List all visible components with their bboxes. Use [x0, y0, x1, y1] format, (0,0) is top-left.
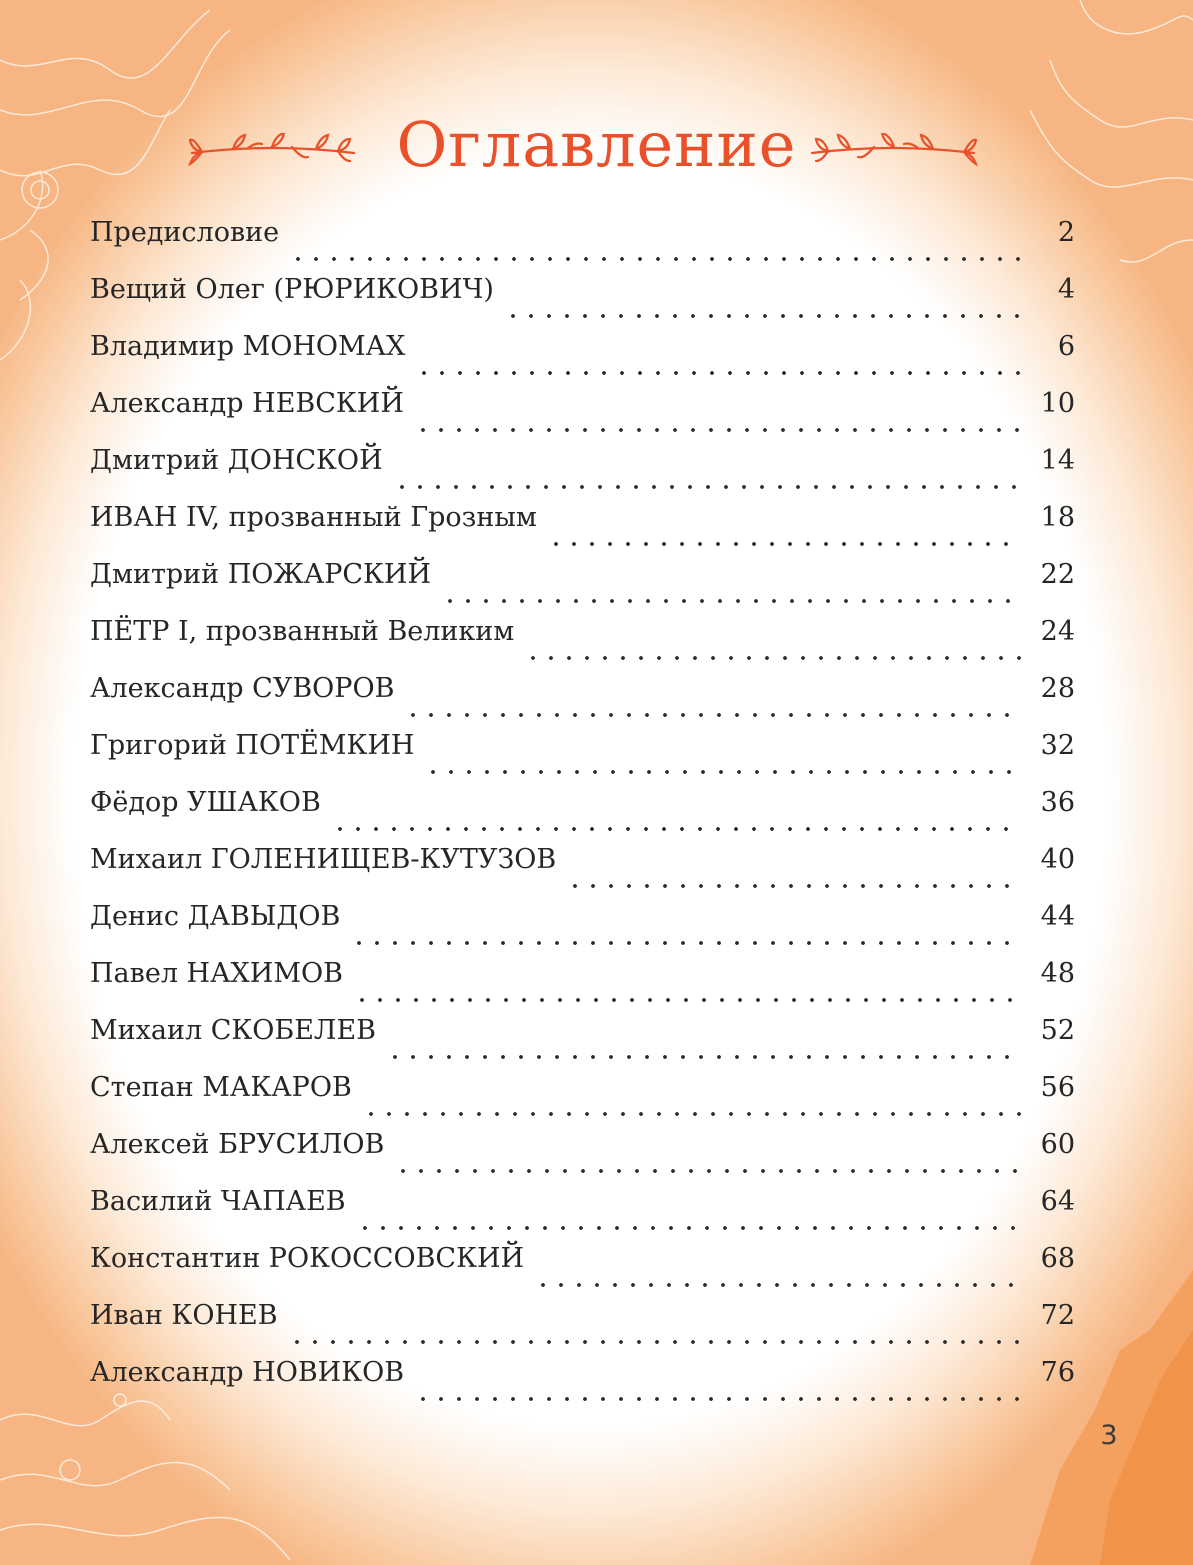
dot-leader [424, 770, 1021, 774]
toc-entry-page: 52 [1040, 1015, 1075, 1046]
toc-entry-title: Константин РОКОССОВСКИЙ [90, 1243, 525, 1274]
toc-entry-title: Дмитрий ПОЖАРСКИЙ [90, 559, 432, 590]
toc-entry-title: Павел НАХИМОВ [90, 958, 343, 989]
dot-leader [289, 257, 1021, 261]
toc-entry-page: 40 [1040, 844, 1075, 875]
toc-entry-page: 14 [1040, 445, 1075, 476]
title-row [0, 105, 1193, 195]
dot-leader [362, 1112, 1021, 1116]
dot-leader [394, 1169, 1021, 1173]
toc-entry-page: 6 [1057, 331, 1075, 362]
toc-entry-title: ИВАН IV, прозванный Грозным [90, 502, 537, 533]
toc-entry-title: Александр НЕВСКИЙ [90, 388, 404, 419]
toc-row[interactable] [90, 1186, 1075, 1243]
toc-row[interactable] [90, 1072, 1075, 1129]
toc-entry-page: 60 [1040, 1129, 1075, 1160]
dot-leader [414, 428, 1021, 432]
leaf-branch-ornament-icon [808, 133, 978, 167]
toc-row[interactable] [90, 1243, 1075, 1300]
toc-entry-title: Вещий Олег (РЮРИКОВИЧ) [90, 274, 494, 305]
toc-entry-page: 10 [1040, 388, 1075, 419]
toc-entry-title: Денис ДАВЫДОВ [90, 901, 341, 932]
toc-row[interactable] [90, 217, 1075, 274]
dot-leader [393, 485, 1021, 489]
toc-row[interactable] [90, 1015, 1075, 1072]
toc-entry-title: Александр НОВИКОВ [90, 1357, 405, 1388]
toc-row[interactable] [90, 331, 1075, 388]
dot-leader [534, 1283, 1021, 1287]
toc-entry-page: 72 [1040, 1300, 1075, 1331]
toc-row[interactable] [90, 673, 1075, 730]
toc-entry-page: 48 [1040, 958, 1075, 989]
toc-entry-title: Александр СУВОРОВ [90, 673, 395, 704]
toc-entry-title: Предисловие [90, 217, 280, 248]
toc-row[interactable] [90, 730, 1075, 787]
dot-leader [404, 713, 1021, 717]
toc-entry-title: Василий ЧАПАЕВ [90, 1186, 346, 1217]
toc-entry-title: Степан МАКАРОВ [90, 1072, 352, 1103]
dot-leader [386, 1055, 1021, 1059]
dot-leader [350, 941, 1021, 945]
dot-leader [356, 1226, 1021, 1230]
toc-entry-page: 76 [1040, 1357, 1075, 1388]
dot-leader [547, 542, 1021, 546]
toc-row[interactable] [90, 388, 1075, 445]
toc-row[interactable] [90, 616, 1075, 673]
toc-entry-title: Иван КОНЕВ [90, 1300, 278, 1331]
toc-row[interactable] [90, 901, 1075, 958]
toc-row[interactable] [90, 844, 1075, 901]
toc-entry-page: 56 [1040, 1072, 1075, 1103]
toc-entry-page: 2 [1057, 217, 1075, 248]
toc-entry-page: 28 [1040, 673, 1075, 704]
toc-entry-title: Владимир МОНОМАХ [90, 331, 406, 362]
toc-row[interactable] [90, 502, 1075, 559]
toc-entry-page: 32 [1040, 730, 1075, 761]
toc-entry-title: Фёдор УШАКОВ [90, 787, 321, 818]
toc-entry-page: 22 [1040, 559, 1075, 590]
dot-leader [288, 1340, 1021, 1344]
toc-row[interactable] [90, 1357, 1075, 1414]
dot-leader [524, 656, 1021, 660]
toc-entry-page: 44 [1040, 901, 1075, 932]
page-number: 3 [1100, 1420, 1118, 1451]
toc-row[interactable] [90, 445, 1075, 502]
dot-leader [331, 827, 1021, 831]
toc-entry-page: 68 [1040, 1243, 1075, 1274]
toc-row[interactable] [90, 1129, 1075, 1186]
toc-entry-page: 18 [1040, 502, 1075, 533]
dot-leader [353, 998, 1021, 1002]
toc-entry-title: Михаил СКОБЕЛЕВ [90, 1015, 377, 1046]
toc-entry-page: 36 [1040, 787, 1075, 818]
toc-row[interactable] [90, 559, 1075, 616]
page-title: Оглавление [396, 108, 797, 181]
toc-entry-title: ПЁТР I, прозванный Великим [90, 616, 515, 647]
toc-entry-title: Григорий ПОТЁМКИН [90, 730, 415, 761]
dot-leader [414, 1397, 1021, 1401]
dot-leader [441, 599, 1021, 603]
toc-entry-page: 24 [1040, 616, 1075, 647]
table-of-contents [90, 217, 1075, 1414]
toc-entry-title: Алексей БРУСИЛОВ [90, 1129, 385, 1160]
dot-leader [566, 884, 1021, 888]
toc-entry-title: Михаил ГОЛЕНИЩЕВ-КУТУЗОВ [90, 844, 557, 875]
dot-leader [504, 314, 1021, 318]
toc-entry-page: 64 [1040, 1186, 1075, 1217]
toc-row[interactable] [90, 274, 1075, 331]
toc-row[interactable] [90, 1300, 1075, 1357]
dot-leader [415, 371, 1021, 375]
toc-row[interactable] [90, 787, 1075, 844]
toc-entry-title: Дмитрий ДОНСКОЙ [90, 445, 383, 476]
toc-entry-page: 4 [1057, 274, 1075, 305]
toc-row[interactable] [90, 958, 1075, 1015]
